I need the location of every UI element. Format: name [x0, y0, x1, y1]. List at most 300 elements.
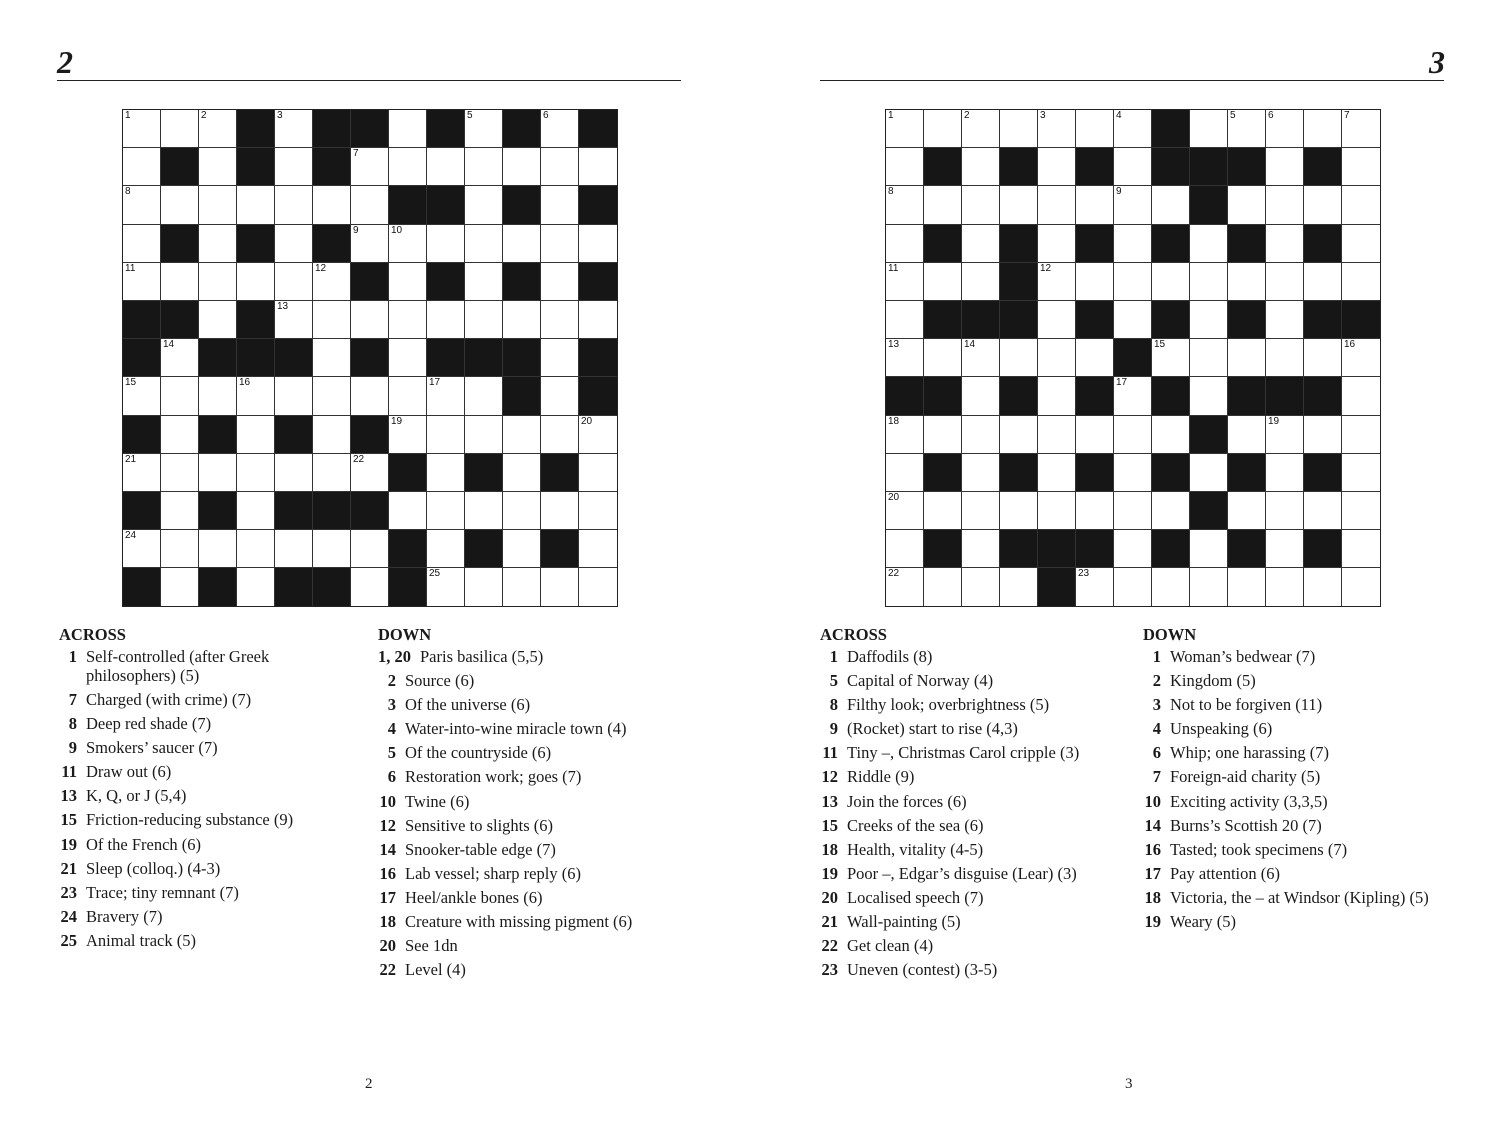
grid-cell[interactable]: [1228, 568, 1266, 606]
grid-cell[interactable]: [275, 530, 313, 568]
grid-cell[interactable]: [1228, 416, 1266, 454]
grid-cell[interactable]: [541, 186, 579, 224]
grid-cell[interactable]: [541, 568, 579, 606]
grid-cell[interactable]: [123, 263, 161, 301]
clue-text: Friction-reducing substance (9): [86, 810, 294, 830]
grid-cell[interactable]: [962, 148, 1000, 186]
grid-cell[interactable]: [1228, 186, 1266, 224]
grid-cell[interactable]: [924, 263, 962, 301]
grid-cell[interactable]: [123, 377, 161, 415]
across-clue: [820, 886, 1140, 910]
grid-cell[interactable]: [161, 110, 199, 148]
clue-num: 11: [822, 743, 838, 763]
grid-cell[interactable]: [465, 225, 503, 263]
grid-cell[interactable]: [465, 110, 503, 148]
grid-cell[interactable]: [1342, 377, 1380, 415]
grid-cell[interactable]: [579, 568, 617, 606]
grid-cell[interactable]: [275, 301, 313, 339]
grid-cell[interactable]: [1152, 568, 1190, 606]
grid-cell[interactable]: [123, 186, 161, 224]
clue-number: 6: [1268, 110, 1274, 121]
grid-cell[interactable]: [1114, 492, 1152, 530]
grid-cell[interactable]: [1152, 186, 1190, 224]
grid-cell[interactable]: [1152, 492, 1190, 530]
grid-cell[interactable]: [1266, 416, 1304, 454]
grid-cell[interactable]: [275, 263, 313, 301]
grid-cell[interactable]: [465, 492, 503, 530]
grid-cell[interactable]: [351, 568, 389, 606]
grid-cell[interactable]: [237, 263, 275, 301]
grid-cell[interactable]: [389, 148, 427, 186]
grid-cell[interactable]: [1190, 568, 1228, 606]
grid-cell[interactable]: [962, 568, 1000, 606]
grid-cell[interactable]: [1190, 263, 1228, 301]
grid-cell[interactable]: [1342, 339, 1380, 377]
grid-cell[interactable]: [886, 416, 924, 454]
grid-cell[interactable]: [886, 186, 924, 224]
grid-cell[interactable]: [579, 225, 617, 263]
grid-cell[interactable]: [1266, 110, 1304, 148]
grid-cell[interactable]: [1114, 377, 1152, 415]
grid-cell[interactable]: [313, 377, 351, 415]
grid-cell[interactable]: [886, 225, 924, 263]
grid-cell[interactable]: [389, 110, 427, 148]
clue-number: 6: [543, 110, 549, 121]
grid-cell[interactable]: [541, 263, 579, 301]
grid-cell[interactable]: [1114, 186, 1152, 224]
grid-cell[interactable]: [924, 492, 962, 530]
grid-cell[interactable]: [962, 454, 1000, 492]
grid-cell[interactable]: [199, 530, 237, 568]
grid-cell[interactable]: [161, 530, 199, 568]
grid-cell[interactable]: [1076, 110, 1114, 148]
grid-cell[interactable]: [579, 416, 617, 454]
clue-text: Whip; one harassing (7): [1170, 743, 1329, 763]
grid-cell[interactable]: [579, 492, 617, 530]
clue-num: 1: [1152, 647, 1161, 666]
clue-text: Foreign-aid charity (5): [1170, 767, 1321, 787]
grid-block: [199, 492, 237, 530]
grid-cell[interactable]: [1342, 225, 1380, 263]
grid-cell[interactable]: [541, 492, 579, 530]
grid-cell[interactable]: [1342, 263, 1380, 301]
grid-cell[interactable]: [1304, 186, 1342, 224]
grid-cell[interactable]: [1038, 339, 1076, 377]
clue-text: Victoria, the – at Windsor (Kipling) (5): [1170, 887, 1429, 907]
grid-cell[interactable]: [1114, 301, 1152, 339]
grid-cell[interactable]: [886, 110, 924, 148]
clue-text: Localised speech (7): [847, 887, 984, 907]
grid-cell[interactable]: [962, 492, 1000, 530]
clue-text: Paris basilica (5,5): [420, 647, 544, 666]
grid-block: [1190, 186, 1228, 224]
grid-cell[interactable]: [1342, 454, 1380, 492]
grid-cell[interactable]: [351, 454, 389, 492]
grid-block: [1000, 377, 1038, 415]
grid-cell[interactable]: [503, 225, 541, 263]
grid-cell[interactable]: [962, 263, 1000, 301]
grid-cell[interactable]: [237, 454, 275, 492]
grid-cell[interactable]: [1038, 492, 1076, 530]
grid-cell[interactable]: [1038, 301, 1076, 339]
grid-cell[interactable]: [924, 110, 962, 148]
grid-cell[interactable]: [351, 301, 389, 339]
clue-number: 24: [125, 530, 137, 542]
grid-cell[interactable]: [275, 148, 313, 186]
grid-cell[interactable]: [1038, 110, 1076, 148]
grid-cell[interactable]: [313, 186, 351, 224]
grid-cell[interactable]: [1304, 339, 1342, 377]
grid-cell[interactable]: [962, 110, 1000, 148]
grid-cell[interactable]: [1038, 263, 1076, 301]
clue-num: 14: [379, 839, 396, 859]
grid-cell[interactable]: [199, 454, 237, 492]
grid-cell[interactable]: [1342, 148, 1380, 186]
grid-cell[interactable]: [465, 263, 503, 301]
grid-cell[interactable]: [1190, 110, 1228, 148]
grid-cell[interactable]: [427, 530, 465, 568]
grid-cell[interactable]: [1076, 263, 1114, 301]
clue-num: 23: [821, 960, 838, 980]
header-rule: [820, 80, 1444, 81]
grid-cell[interactable]: [237, 568, 275, 606]
down-clue: [1143, 765, 1443, 789]
clue-text: Self-controlled (after Greek philosophers) (5): [86, 647, 270, 685]
clue-text: Daffodils (8): [847, 647, 933, 666]
clue-number: 8: [125, 186, 131, 198]
grid-cell[interactable]: [351, 148, 389, 186]
grid-cell[interactable]: [123, 225, 161, 263]
grid-cell[interactable]: [1342, 568, 1380, 606]
grid-cell[interactable]: [465, 377, 503, 415]
across-clue: [820, 790, 1140, 814]
grid-cell[interactable]: [199, 110, 237, 148]
grid-cell[interactable]: [1266, 148, 1304, 186]
grid-cell[interactable]: [1190, 530, 1228, 568]
grid-cell[interactable]: [199, 263, 237, 301]
grid-cell[interactable]: [1266, 225, 1304, 263]
grid-cell[interactable]: [427, 568, 465, 606]
grid-cell[interactable]: [1190, 454, 1228, 492]
grid-cell[interactable]: [1076, 339, 1114, 377]
grid-block: [503, 110, 541, 148]
grid-cell[interactable]: [541, 225, 579, 263]
grid-cell[interactable]: [427, 492, 465, 530]
grid-cell[interactable]: [237, 530, 275, 568]
clue-number: 18: [888, 415, 900, 427]
grid-cell[interactable]: [1342, 186, 1380, 224]
grid-cell[interactable]: [1304, 492, 1342, 530]
grid-cell[interactable]: [427, 416, 465, 454]
grid-cell[interactable]: [886, 339, 924, 377]
grid-cell[interactable]: [1266, 186, 1304, 224]
grid-block: [351, 339, 389, 377]
grid-cell[interactable]: [465, 301, 503, 339]
grid-cell[interactable]: [503, 416, 541, 454]
grid-cell[interactable]: [389, 263, 427, 301]
grid-block: [1152, 301, 1190, 339]
grid-cell[interactable]: [199, 186, 237, 224]
grid-cell[interactable]: [1266, 339, 1304, 377]
grid-cell[interactable]: [199, 148, 237, 186]
grid-cell[interactable]: [962, 530, 1000, 568]
across-clue: [820, 669, 1140, 693]
grid-cell[interactable]: [1114, 454, 1152, 492]
grid-cell[interactable]: [313, 454, 351, 492]
grid-cell[interactable]: [579, 530, 617, 568]
grid-cell[interactable]: [199, 301, 237, 339]
grid-cell[interactable]: [427, 225, 465, 263]
grid-cell[interactable]: [1190, 339, 1228, 377]
grid-block: [1304, 225, 1342, 263]
grid-cell[interactable]: [579, 301, 617, 339]
grid-block: [351, 263, 389, 301]
grid-cell[interactable]: [237, 377, 275, 415]
grid-cell[interactable]: [1342, 110, 1380, 148]
grid-cell[interactable]: [541, 416, 579, 454]
grid-cell[interactable]: [313, 263, 351, 301]
grid-cell[interactable]: [962, 186, 1000, 224]
grid-cell[interactable]: [351, 186, 389, 224]
grid-cell[interactable]: [541, 377, 579, 415]
clue-num: 3: [387, 695, 396, 715]
grid-cell[interactable]: [1190, 225, 1228, 263]
grid-cell[interactable]: [924, 568, 962, 606]
grid-cell[interactable]: [1304, 416, 1342, 454]
grid-cell[interactable]: [237, 492, 275, 530]
grid-block: [237, 110, 275, 148]
grid-cell[interactable]: [1114, 530, 1152, 568]
grid-cell[interactable]: [1038, 377, 1076, 415]
grid-cell[interactable]: [1266, 301, 1304, 339]
grid-cell[interactable]: [1038, 148, 1076, 186]
clue-number: 20: [888, 491, 900, 503]
grid-cell[interactable]: [465, 568, 503, 606]
grid-block: [161, 225, 199, 263]
down-clue: [1143, 693, 1443, 717]
clue-text: Get clean (4): [847, 936, 934, 956]
grid-cell[interactable]: [1076, 416, 1114, 454]
grid-cell[interactable]: [1076, 492, 1114, 530]
grid-cell[interactable]: [313, 301, 351, 339]
clue-num: 24: [60, 906, 77, 926]
grid-cell[interactable]: [886, 530, 924, 568]
grid-cell[interactable]: [427, 454, 465, 492]
grid-cell[interactable]: [465, 416, 503, 454]
grid-cell[interactable]: [1076, 186, 1114, 224]
grid-cell[interactable]: [161, 492, 199, 530]
grid-cell[interactable]: [1342, 416, 1380, 454]
grid-cell[interactable]: [1000, 186, 1038, 224]
grid-cell[interactable]: [1304, 263, 1342, 301]
grid-cell[interactable]: [161, 339, 199, 377]
grid-cell[interactable]: [1114, 568, 1152, 606]
grid-cell[interactable]: [962, 225, 1000, 263]
grid-cell[interactable]: [123, 530, 161, 568]
grid-cell[interactable]: [161, 416, 199, 454]
grid-cell[interactable]: [1000, 568, 1038, 606]
grid-cell[interactable]: [1342, 530, 1380, 568]
grid-cell[interactable]: [275, 186, 313, 224]
clue-num: 8: [829, 695, 838, 715]
down-clue: [378, 765, 678, 789]
grid-cell[interactable]: [503, 530, 541, 568]
grid-block: [237, 148, 275, 186]
grid-cell[interactable]: [389, 339, 427, 377]
grid-cell[interactable]: [389, 416, 427, 454]
grid-cell[interactable]: [886, 301, 924, 339]
grid-cell[interactable]: [886, 492, 924, 530]
grid-cell[interactable]: [1304, 110, 1342, 148]
clue-text: Woman’s bedwear (7): [1170, 647, 1316, 666]
grid-cell[interactable]: [1190, 301, 1228, 339]
grid-cell[interactable]: [389, 377, 427, 415]
grid-cell[interactable]: [427, 377, 465, 415]
clue-number: 17: [1116, 377, 1128, 389]
grid-cell[interactable]: [886, 568, 924, 606]
grid-block: [924, 454, 962, 492]
grid-cell[interactable]: [886, 454, 924, 492]
grid-cell[interactable]: [161, 186, 199, 224]
grid-cell[interactable]: [886, 263, 924, 301]
clue-number: 19: [391, 415, 403, 427]
clue-number: 3: [1040, 110, 1046, 121]
down-clue: [378, 790, 678, 814]
grid-cell[interactable]: [1228, 492, 1266, 530]
down-clue: [378, 838, 678, 862]
clue-number: 13: [888, 339, 900, 351]
grid-cell[interactable]: [924, 416, 962, 454]
grid-cell[interactable]: [389, 492, 427, 530]
grid-cell[interactable]: [351, 530, 389, 568]
grid-cell[interactable]: [541, 339, 579, 377]
grid-cell[interactable]: [1000, 492, 1038, 530]
grid-cell[interactable]: [199, 225, 237, 263]
grid-cell[interactable]: [123, 148, 161, 186]
grid-cell[interactable]: [275, 377, 313, 415]
grid-cell[interactable]: [275, 110, 313, 148]
grid-cell[interactable]: [1304, 568, 1342, 606]
grid-cell[interactable]: [962, 377, 1000, 415]
grid-cell[interactable]: [541, 148, 579, 186]
grid-cell[interactable]: [275, 454, 313, 492]
grid-cell[interactable]: [1152, 263, 1190, 301]
grid-cell[interactable]: [503, 148, 541, 186]
grid-block: [237, 339, 275, 377]
grid-cell[interactable]: [351, 225, 389, 263]
grid-cell[interactable]: [503, 568, 541, 606]
grid-cell[interactable]: [1228, 110, 1266, 148]
grid-cell[interactable]: [237, 186, 275, 224]
grid-cell[interactable]: [1076, 568, 1114, 606]
grid-cell[interactable]: [1038, 225, 1076, 263]
grid-cell[interactable]: [541, 110, 579, 148]
grid-cell[interactable]: [161, 263, 199, 301]
grid-cell[interactable]: [1000, 339, 1038, 377]
grid-cell[interactable]: [161, 454, 199, 492]
grid-cell[interactable]: [427, 301, 465, 339]
grid-cell[interactable]: [1000, 110, 1038, 148]
grid-cell[interactable]: [237, 416, 275, 454]
grid-cell[interactable]: [503, 301, 541, 339]
grid-block: [199, 416, 237, 454]
clue-num: 1: [68, 647, 77, 666]
grid-cell[interactable]: [541, 301, 579, 339]
grid-cell[interactable]: [1000, 416, 1038, 454]
grid-block: [275, 568, 313, 606]
grid-cell[interactable]: [161, 568, 199, 606]
grid-cell[interactable]: [1152, 339, 1190, 377]
grid-cell[interactable]: [389, 225, 427, 263]
grid-cell[interactable]: [1114, 148, 1152, 186]
grid-cell[interactable]: [1114, 225, 1152, 263]
grid-cell[interactable]: [579, 454, 617, 492]
grid-cell[interactable]: [1266, 530, 1304, 568]
across-clue: [59, 760, 359, 784]
grid-cell[interactable]: [1342, 492, 1380, 530]
across-clue: [59, 645, 359, 688]
grid-cell[interactable]: [389, 301, 427, 339]
down-clues: [378, 625, 678, 982]
grid-cell[interactable]: [1114, 416, 1152, 454]
grid-cell[interactable]: [579, 148, 617, 186]
grid-cell[interactable]: [962, 339, 1000, 377]
grid-cell[interactable]: [1152, 416, 1190, 454]
grid-cell[interactable]: [1190, 377, 1228, 415]
down-clue: [378, 645, 678, 669]
grid-cell[interactable]: [503, 492, 541, 530]
grid-cell[interactable]: [962, 416, 1000, 454]
grid-cell[interactable]: [313, 339, 351, 377]
grid-cell[interactable]: [1114, 110, 1152, 148]
grid-block: [1038, 568, 1076, 606]
grid-cell[interactable]: [351, 377, 389, 415]
grid-block: [924, 225, 962, 263]
grid-block: [1076, 377, 1114, 415]
grid-cell[interactable]: [503, 454, 541, 492]
grid-cell[interactable]: [465, 148, 503, 186]
grid-cell[interactable]: [1266, 568, 1304, 606]
grid-cell[interactable]: [161, 377, 199, 415]
grid-block: [1304, 530, 1342, 568]
grid-cell[interactable]: [313, 530, 351, 568]
grid-cell[interactable]: [1038, 454, 1076, 492]
grid-cell[interactable]: [1114, 263, 1152, 301]
grid-cell[interactable]: [1228, 339, 1266, 377]
clue-number: 23: [1078, 568, 1090, 580]
grid-cell[interactable]: [886, 148, 924, 186]
clue-num: 17: [379, 887, 396, 907]
grid-cell[interactable]: [123, 110, 161, 148]
grid-cell[interactable]: [1038, 186, 1076, 224]
grid-block: [924, 301, 962, 339]
grid-cell[interactable]: [1266, 454, 1304, 492]
grid-cell[interactable]: [924, 186, 962, 224]
grid-cell[interactable]: [427, 148, 465, 186]
grid-cell[interactable]: [275, 225, 313, 263]
grid-cell[interactable]: [1266, 492, 1304, 530]
grid-cell[interactable]: [465, 186, 503, 224]
grid-cell[interactable]: [123, 454, 161, 492]
grid-cell[interactable]: [1228, 263, 1266, 301]
grid-cell[interactable]: [1266, 263, 1304, 301]
grid-block: [579, 339, 617, 377]
down-clue: [378, 862, 678, 886]
grid-cell[interactable]: [924, 339, 962, 377]
grid-cell[interactable]: [199, 377, 237, 415]
grid-cell[interactable]: [313, 416, 351, 454]
grid-cell[interactable]: [1038, 416, 1076, 454]
